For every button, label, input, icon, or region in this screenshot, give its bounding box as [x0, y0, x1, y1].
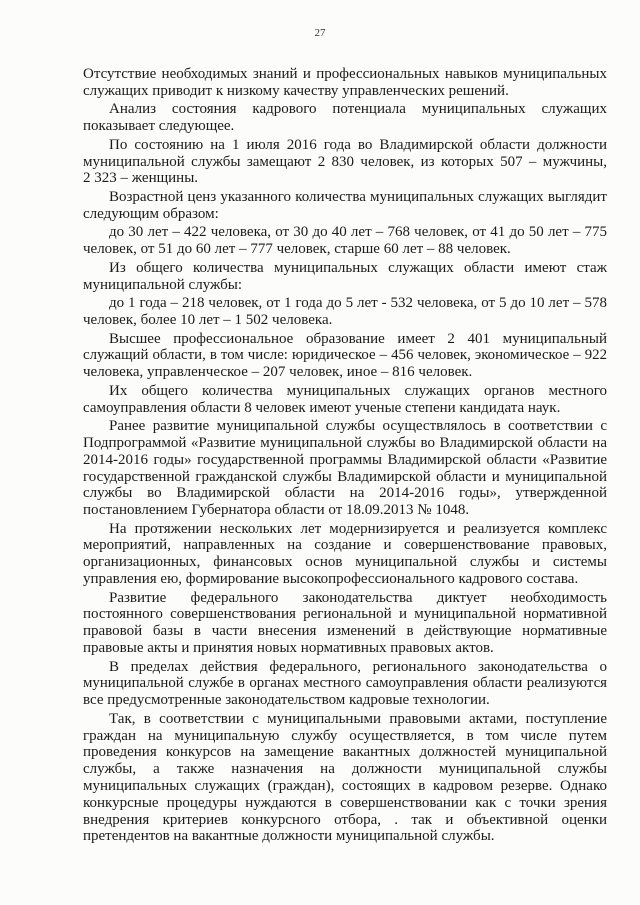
text-line: Возрастной ценз указанного количества муниципальных служащих выглядит — [109, 188, 607, 205]
document-body — [83, 66, 607, 847]
text-line: граждан на муниципальную службу осуществляется, в том числе путем — [83, 727, 607, 744]
text-line: Развитие федерального законодательства диктует необходимость — [109, 589, 607, 606]
text-line: Ранее развитие муниципальной службы осуществлялось в соответствии с — [109, 418, 607, 435]
text-line: конкурсные процедуры нуждаются в совершенствовании как с точки зрения — [83, 794, 607, 811]
text-line: внедрения критериев конкурсного отбора, . так и объективной оценки — [83, 811, 607, 828]
text-line: проведения конкурсов на замещение вакантных должностей муниципальной — [83, 744, 607, 761]
text-line: службы во Владимирской области на 2014-2016 годы», утвержденной — [83, 485, 607, 502]
text-line: службы, а также назначения на должности муниципальной службы — [83, 761, 607, 778]
paragraph — [83, 418, 607, 519]
text-line: Из общего количества муниципальных служащих области имеют стаж — [109, 259, 607, 276]
text-line: показывает следующее. — [83, 118, 235, 135]
text-line: Их общего количества муниципальных служащих органов местного — [109, 382, 607, 399]
paragraph — [83, 66, 607, 100]
text-line: до 30 лет – 422 человека, от 30 до 40 лет – 768 человек, от 41 до 50 лет – 775 — [109, 224, 607, 241]
text-line: постановлением Губернатора области от 18.09.2013 № 1048. — [83, 502, 470, 519]
text-line: Высшее профессиональное образование имеет 2 401 муниципальный — [109, 330, 607, 347]
text-line: Так, в соответствии с муниципальными правовыми актами, поступление — [109, 710, 607, 727]
text-line: человека, управленческое – 207 человек, иное – 816 человек. — [83, 364, 473, 381]
text-line: По состоянию на 1 июля 2016 года во Владимирской области должности — [109, 136, 607, 153]
text-line: Анализ состояния кадрового потенциала муниципальных служащих — [109, 101, 607, 118]
text-line: муниципальной службы: — [83, 276, 243, 293]
text-line: муниципальных служащих (граждан), состоящих в кадровом резерве. Однако — [83, 778, 607, 795]
paragraph — [83, 295, 607, 329]
text-line: В пределах действия федерального, регионального законодательства о — [109, 658, 607, 675]
paragraph — [83, 101, 607, 135]
text-line: 2 323 – женщины. — [83, 170, 199, 187]
page-number: 27 — [314, 27, 326, 39]
text-line: правовой базы в части внесения изменений в действующие нормативные — [83, 623, 607, 640]
text-line: служащих приводит к низкому качеству управленческих решений. — [83, 82, 509, 99]
paragraph — [83, 137, 607, 187]
paragraph — [83, 590, 607, 657]
text-line: Отсутствие необходимых знаний и профессиональных навыков муниципальных — [83, 66, 607, 82]
text-line: самоуправления области 8 человек имеют ученые степени кандидата наук. — [83, 399, 561, 416]
paragraph — [83, 383, 607, 417]
text-line: претендентов на вакантные должности муниципальной службы. — [83, 828, 495, 845]
text-line: На протяжении нескольких лет модернизируется и реализуется комплекс — [109, 520, 607, 537]
text-line: до 1 года – 218 человек, от 1 года до 5 лет - 532 человека, от 5 до 10 лет – 578 — [109, 295, 607, 312]
text-line: постоянного совершенствования региональной и муниципальной нормативной — [83, 606, 607, 623]
paragraph — [83, 260, 607, 294]
text-line: муниципальной службе в органах местного самоуправления области реализуются — [83, 675, 607, 692]
paragraph — [83, 659, 607, 709]
paragraph — [83, 711, 607, 845]
text-line: служащий области, в том числе: юридическое – 456 человек, экономическое – 922 — [83, 347, 607, 364]
text-line: организационных, финансовых основ муниципальной службы и системы — [83, 554, 607, 571]
text-line: управления ею, формирование высокопрофессионального кадрового состава. — [83, 571, 579, 588]
paragraph — [83, 521, 607, 588]
text-line: все предусмотренные законодательством кадровые технологии. — [83, 692, 490, 709]
paragraph — [83, 331, 607, 381]
text-line: муниципальной службы замещают 2 830 человек, из которых 507 – мужчины, — [83, 153, 607, 170]
text-line: человек, от 51 до 60 лет – 777 человек, старше 60 лет – 88 человек. — [83, 241, 511, 258]
text-line: мероприятий, направленных на создание и совершенствование правовых, — [83, 537, 607, 554]
text-line: Подпрограммой «Развитие муниципальной службы во Владимирской области на — [83, 434, 607, 451]
text-line: человек, более 10 лет – 1 502 человека. — [83, 311, 333, 328]
text-line: государственной гражданской службы Владимирской области и муниципальной — [83, 468, 607, 485]
paragraph — [83, 224, 607, 258]
text-line: следующим образом: — [83, 205, 219, 222]
text-line: правовые акты и принятия новых нормативных правовых актов. — [83, 640, 494, 657]
text-line: 2014-2016 годы» государственной программы Владимирской области «Развитие — [83, 451, 607, 468]
paragraph — [83, 189, 607, 223]
